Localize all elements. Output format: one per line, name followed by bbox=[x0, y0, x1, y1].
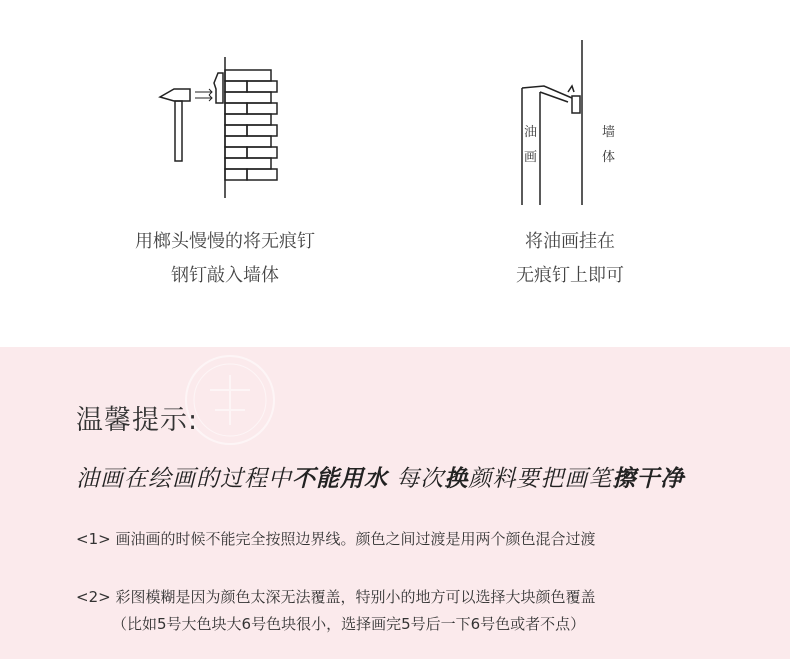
right-caption-line1: 将油画挂在 bbox=[525, 231, 615, 252]
headline-part3: 每次 bbox=[388, 466, 445, 492]
headline-part1: 油画在绘画的过程中 bbox=[76, 466, 292, 492]
painting-label-2: 画 bbox=[524, 150, 538, 165]
arrow-icon bbox=[195, 89, 212, 101]
tips-title: 温馨提示: bbox=[76, 405, 199, 436]
hammer-nail-diagram bbox=[150, 55, 290, 200]
wall-label-1: 墙 bbox=[602, 125, 616, 140]
wall-label-2: 体 bbox=[602, 150, 616, 165]
brick-wall bbox=[225, 70, 277, 180]
left-caption-line1: 用榔头慢慢的将无痕钉 bbox=[135, 231, 315, 252]
headline-part6: 要把画笔 bbox=[516, 466, 613, 492]
tip-note-2: <2> 彩图模糊是因为颜色太深无法覆盖，特别小的地方可以选择大块颜色覆盖 bbox=[76, 588, 596, 606]
tip-note-1: <1> 画油画的时候不能完全按照边界线。颜色之间过渡是用两个颜色混合过渡 bbox=[76, 530, 596, 548]
headline-part7: 擦干净 bbox=[612, 466, 685, 492]
right-caption-line2: 无痕钉上即可 bbox=[516, 265, 624, 286]
hammer-wall-illustration bbox=[150, 55, 290, 200]
right-caption bbox=[460, 225, 680, 293]
headline-part4: 换 bbox=[444, 466, 469, 492]
left-caption bbox=[105, 225, 345, 293]
painting-label-1: 油 bbox=[524, 125, 538, 140]
nail-icon bbox=[214, 73, 223, 103]
headline-part2: 不能用水 bbox=[292, 466, 388, 492]
left-caption-line2: 钢钉敲入墙体 bbox=[171, 265, 279, 286]
tip-note-2-sub: （比如5号大色块大6号色块很小，选择画完5号后一下6号色或者不点） bbox=[112, 615, 586, 633]
painting-wall-illustration bbox=[510, 40, 640, 210]
headline-part5: 颜料 bbox=[468, 466, 517, 492]
hook-icon bbox=[568, 86, 580, 113]
hammer-icon bbox=[160, 89, 190, 161]
tips-headline bbox=[76, 460, 684, 493]
